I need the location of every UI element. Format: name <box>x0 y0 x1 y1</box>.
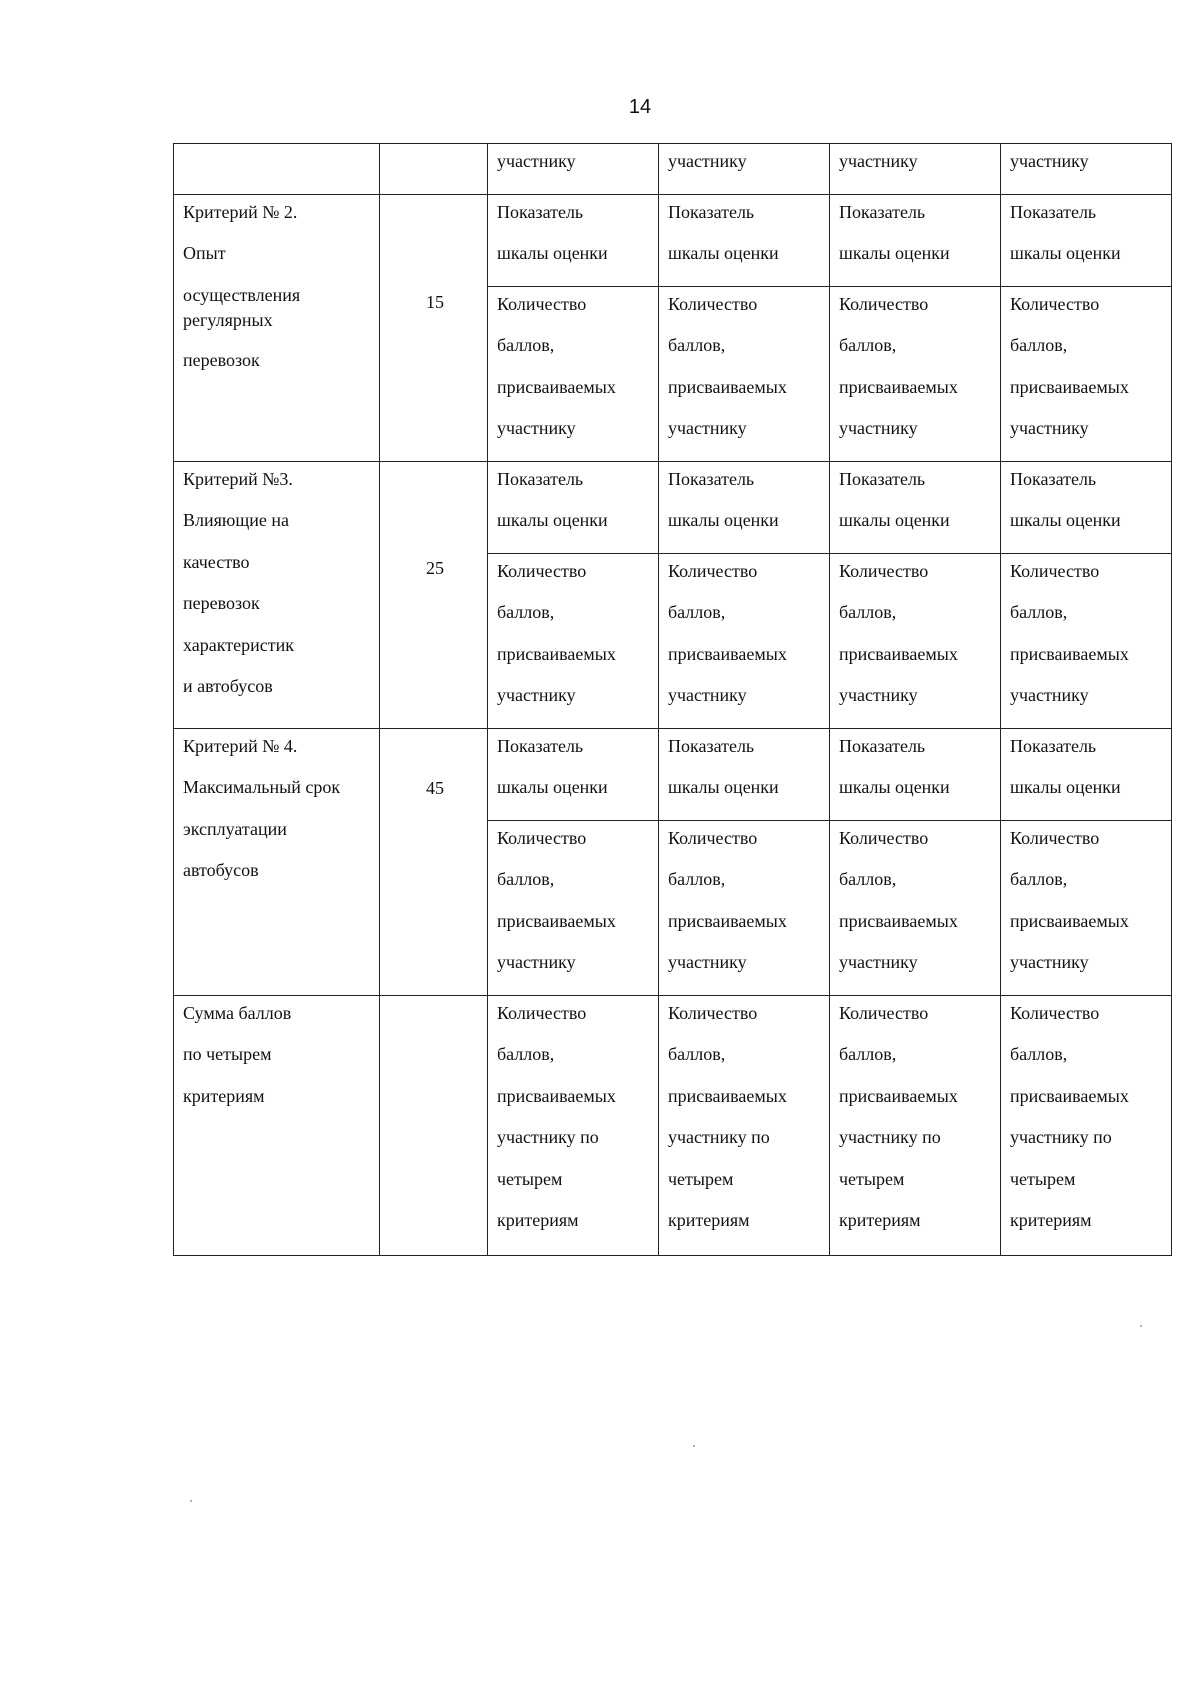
cell-text: Количество <box>668 1002 758 1023</box>
cell-text: Показатель <box>839 468 926 489</box>
cell-text: присваиваемых <box>497 643 616 664</box>
indicator-cell <box>1001 728 1172 820</box>
sum-points-cell <box>830 995 1001 1255</box>
points-cell <box>488 286 659 461</box>
cell-text: участнику <box>497 952 576 972</box>
cell-text: присваиваемых <box>839 643 958 664</box>
points-cell <box>830 553 1001 728</box>
criterion-text: осуществления <box>183 284 301 305</box>
points-cell <box>488 820 659 995</box>
table-row-continuation <box>174 144 1172 195</box>
cell-text: Количество <box>668 560 758 581</box>
scan-speck <box>693 1445 695 1447</box>
indicator-cell <box>830 194 1001 286</box>
cell-text: шкалы оценки <box>497 243 608 263</box>
cell-text: участнику <box>1010 418 1089 438</box>
cell-text: участнику <box>839 685 918 705</box>
table-row-criterion-2-indicator <box>174 194 1172 286</box>
cell-text: шкалы оценки <box>668 777 779 797</box>
criterion-text: и автобусов <box>183 676 273 696</box>
criterion-cell <box>174 144 380 195</box>
criterion-2-cell <box>174 194 380 461</box>
cell-text: участнику <box>839 151 918 171</box>
cell-text: Показатель <box>1010 735 1097 756</box>
criterion-4-cell <box>174 728 380 995</box>
cell-text: присваиваемых <box>668 643 787 664</box>
cell-text: присваиваемых <box>497 376 616 397</box>
cell-text: баллов, <box>497 869 555 889</box>
cell-text: шкалы оценки <box>497 510 608 530</box>
points-cell <box>659 820 830 995</box>
cell-text: баллов, <box>668 869 726 889</box>
points-cell <box>659 286 830 461</box>
table-row-sum <box>174 995 1172 1255</box>
criterion-text: Опыт <box>183 243 226 263</box>
cell-text: присваиваемых <box>668 1085 787 1106</box>
cell-text: четырем <box>839 1168 905 1189</box>
indicator-cell <box>830 461 1001 553</box>
cell-text: участнику <box>1010 685 1089 705</box>
cell-text: участнику по <box>497 1127 599 1147</box>
sum-points-cell <box>1001 995 1172 1255</box>
cell-text: участнику <box>497 151 576 171</box>
value-cell <box>488 144 659 195</box>
points-cell <box>830 286 1001 461</box>
cell-text: критериям <box>668 1210 750 1230</box>
cell-text: присваиваемых <box>1010 376 1129 397</box>
cell-text: участнику по <box>668 1127 770 1147</box>
cell-text: баллов, <box>668 1044 726 1064</box>
cell-text: участнику <box>1010 151 1089 171</box>
cell-text: участнику <box>668 952 747 972</box>
cell-text: Количество <box>1010 293 1100 314</box>
cell-text: баллов, <box>1010 602 1068 622</box>
indicator-cell <box>488 194 659 286</box>
cell-text: Показатель <box>839 201 926 222</box>
indicator-cell <box>488 461 659 553</box>
cell-text: участнику <box>839 418 918 438</box>
sum-points-cell <box>659 995 830 1255</box>
cell-text: Количество <box>497 560 587 581</box>
evaluation-criteria-table <box>173 143 1172 1256</box>
cell-text: Количество <box>497 827 587 848</box>
cell-text: баллов, <box>1010 869 1068 889</box>
cell-text: присваиваемых <box>668 376 787 397</box>
indicator-cell <box>659 194 830 286</box>
sum-text: критериям <box>183 1085 265 1106</box>
cell-text: четырем <box>668 1168 734 1189</box>
cell-text: Количество <box>668 293 758 314</box>
criterion-text: Влияющие на <box>183 510 289 530</box>
cell-text: Показатель <box>1010 201 1097 222</box>
cell-text: баллов, <box>668 335 726 355</box>
sum-label-cell <box>174 995 380 1255</box>
cell-text: участнику <box>497 418 576 438</box>
criterion-text: перевозок <box>183 593 260 613</box>
cell-text: Количество <box>839 1002 929 1023</box>
cell-text: шкалы оценки <box>839 243 950 263</box>
cell-text: участнику <box>668 685 747 705</box>
cell-text: Показатель <box>668 201 755 222</box>
cell-text: баллов, <box>497 602 555 622</box>
scan-speck <box>1140 1325 1142 1327</box>
cell-text: присваиваемых <box>497 910 616 931</box>
criterion-text: Критерий № 2. <box>183 201 298 222</box>
cell-text: Количество <box>497 1002 587 1023</box>
points-cell <box>1001 553 1172 728</box>
cell-text: баллов, <box>497 1044 555 1064</box>
cell-text: шкалы оценки <box>668 510 779 530</box>
criterion-text: перевозок <box>183 349 260 370</box>
cell-text: участнику по <box>1010 1127 1112 1147</box>
cell-text: четырем <box>1010 1168 1076 1189</box>
indicator-cell <box>1001 194 1172 286</box>
cell-text: четырем <box>497 1168 563 1189</box>
criterion-3-weight: 25 <box>380 461 488 728</box>
points-cell <box>1001 820 1172 995</box>
cell-text: Количество <box>1010 827 1100 848</box>
criterion-text: качество <box>183 551 250 572</box>
cell-text: баллов, <box>839 869 897 889</box>
cell-text: Показатель <box>497 735 584 756</box>
cell-text: Количество <box>1010 1002 1100 1023</box>
points-cell <box>659 553 830 728</box>
cell-text: присваиваемых <box>1010 910 1129 931</box>
criterion-text: автобусов <box>183 860 259 880</box>
sum-weight-cell <box>380 995 488 1255</box>
cell-text: присваиваемых <box>497 1085 616 1106</box>
indicator-cell <box>1001 461 1172 553</box>
cell-text: присваиваемых <box>1010 1085 1129 1106</box>
cell-text: шкалы оценки <box>839 777 950 797</box>
criterion-text: характеристик <box>183 634 294 655</box>
cell-text: Показатель <box>1010 468 1097 489</box>
cell-text: Показатель <box>668 735 755 756</box>
cell-text: Количество <box>839 560 929 581</box>
cell-text: Показатель <box>668 468 755 489</box>
cell-text: баллов, <box>668 602 726 622</box>
criterion-2-weight: 15 <box>380 194 488 461</box>
weight-cell <box>380 144 488 195</box>
cell-text: участнику <box>668 418 747 438</box>
table-row-criterion-4-indicator <box>174 728 1172 820</box>
criterion-4-weight: 45 <box>380 728 488 995</box>
value-cell <box>659 144 830 195</box>
cell-text: участнику <box>497 685 576 705</box>
criterion-text: Максимальный срок <box>183 777 341 797</box>
criterion-3-cell <box>174 461 380 728</box>
sum-text: по четырем <box>183 1044 272 1064</box>
cell-text: Количество <box>839 827 929 848</box>
cell-text: баллов, <box>1010 335 1068 355</box>
criterion-text: Критерий № 4. <box>183 735 298 756</box>
indicator-cell <box>830 728 1001 820</box>
cell-text: критериям <box>839 1210 921 1230</box>
cell-text: присваиваемых <box>839 910 958 931</box>
indicator-cell <box>659 728 830 820</box>
cell-text: участнику <box>668 151 747 171</box>
cell-text: присваиваемых <box>1010 643 1129 664</box>
cell-text: участнику <box>839 952 918 972</box>
cell-text: шкалы оценки <box>1010 777 1121 797</box>
points-cell <box>488 553 659 728</box>
cell-text: Количество <box>668 827 758 848</box>
criterion-text: эксплуатации <box>183 818 287 839</box>
cell-text: баллов, <box>839 1044 897 1064</box>
cell-text: шкалы оценки <box>1010 510 1121 530</box>
cell-text: критериям <box>497 1210 579 1230</box>
value-cell <box>830 144 1001 195</box>
cell-text: баллов, <box>839 602 897 622</box>
cell-text: шкалы оценки <box>497 777 608 797</box>
cell-text: присваиваемых <box>839 1085 958 1106</box>
cell-text: шкалы оценки <box>839 510 950 530</box>
cell-text: критериям <box>1010 1210 1092 1230</box>
cell-text: участнику <box>1010 952 1089 972</box>
indicator-cell <box>659 461 830 553</box>
points-cell <box>830 820 1001 995</box>
value-cell <box>1001 144 1172 195</box>
cell-text: Показатель <box>497 201 584 222</box>
scan-speck <box>190 1500 192 1502</box>
cell-text: Показатель <box>839 735 926 756</box>
cell-text: Показатель <box>497 468 584 489</box>
cell-text: присваиваемых <box>668 910 787 931</box>
table-row-criterion-3-indicator <box>174 461 1172 553</box>
sum-points-cell <box>488 995 659 1255</box>
cell-text: участнику по <box>839 1127 941 1147</box>
cell-text: присваиваемых <box>839 376 958 397</box>
cell-text: шкалы оценки <box>1010 243 1121 263</box>
cell-text: баллов, <box>1010 1044 1068 1064</box>
cell-text: Количество <box>839 293 929 314</box>
cell-text: баллов, <box>839 335 897 355</box>
points-cell <box>1001 286 1172 461</box>
indicator-cell <box>488 728 659 820</box>
cell-text: Количество <box>1010 560 1100 581</box>
page-number: 14 <box>628 96 652 118</box>
cell-text: баллов, <box>497 335 555 355</box>
criterion-text: регулярных <box>183 309 273 330</box>
cell-text: Количество <box>497 293 587 314</box>
sum-text: Сумма баллов <box>183 1002 292 1023</box>
criterion-text: Критерий №3. <box>183 468 293 489</box>
cell-text: шкалы оценки <box>668 243 779 263</box>
